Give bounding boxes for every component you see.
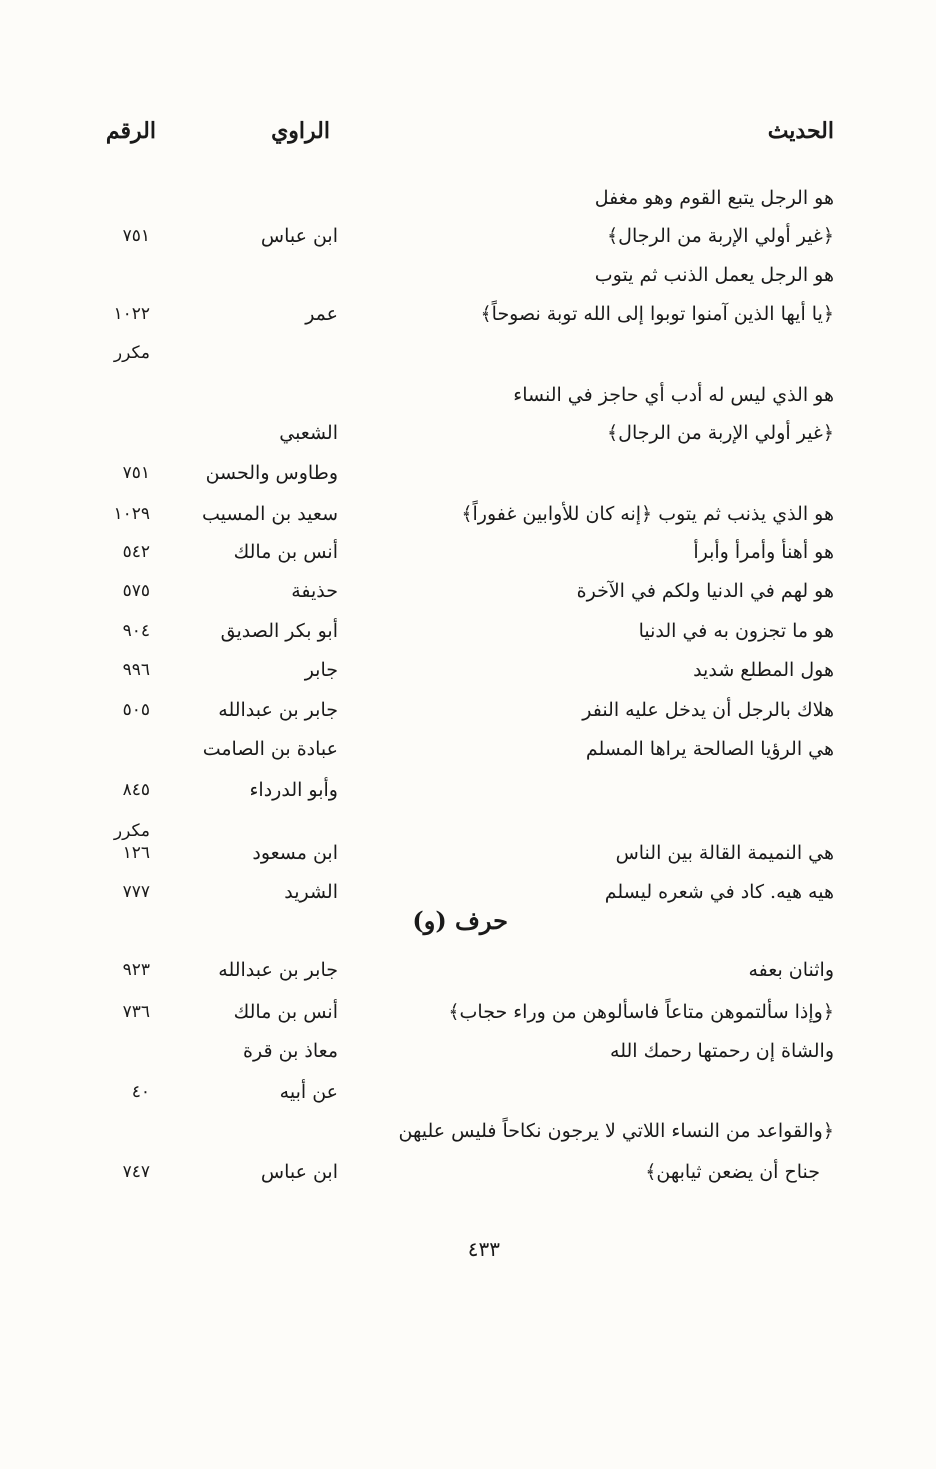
table-row — [0, 336, 936, 370]
narrator: معاذ بن قرة — [243, 1040, 338, 1062]
table-row — [0, 953, 936, 987]
table-row — [0, 836, 936, 870]
hadith-number: ٩٢٣ — [122, 960, 150, 980]
table-row — [0, 535, 936, 569]
hadith-number: ٨٤٥ — [122, 780, 150, 800]
narrator: ابن عباس — [260, 1161, 338, 1183]
table-row — [0, 995, 936, 1029]
hadith-number: ٩٩٦ — [122, 660, 150, 680]
narrator: سعيد بن المسيب — [201, 503, 338, 525]
narrator: جابر بن عبدالله — [218, 699, 338, 721]
narrator: جابر — [304, 659, 338, 681]
hadith-number: ٤٠ — [131, 1082, 150, 1102]
table-row — [0, 574, 936, 608]
table-row — [0, 1114, 936, 1148]
narrator: عبادة بن الصامت — [202, 738, 338, 760]
hadith-number: ٧٤٧ — [122, 1162, 150, 1182]
hadith-number: ٥٠٥ — [122, 700, 150, 720]
hadith-text: هو لهم في الدنيا ولكم في الآخرة — [576, 580, 834, 602]
table-row — [0, 456, 936, 490]
table-row — [0, 693, 936, 727]
section-heading-row — [0, 904, 936, 938]
table-row — [0, 773, 936, 807]
hadith-text: هو أهنأ وأمرأ وأبرأ — [693, 541, 834, 563]
repeated-marker: مكرر — [113, 821, 150, 841]
table-row — [0, 732, 936, 766]
hadith-number: ٥٧٥ — [122, 581, 150, 601]
table-row — [0, 219, 936, 253]
column-headers — [0, 114, 936, 148]
hadith-number: ٥٤٢ — [122, 542, 150, 562]
page-number: ٤٣٣ — [467, 1237, 500, 1261]
table-row — [0, 416, 936, 450]
narrator: ابن مسعود — [252, 842, 338, 864]
header-number: الرقم — [105, 118, 156, 144]
hadith-text: هي النميمة القالة بين الناس — [615, 842, 834, 864]
table-row — [0, 1034, 936, 1068]
hadith-text: هلاك بالرجل أن يدخل عليه النفر — [582, 699, 834, 721]
hadith-text: ﴿يا أيها الذين آمنوا توبوا إلى الله توبة نصوحاً﴾ — [480, 303, 834, 325]
hadith-text: والشاة إن رحمتها رحمك الله — [610, 1040, 834, 1062]
header-hadith: الحديث — [767, 118, 834, 144]
hadith-text: هو الرجل يتبع القوم وهو مغفل — [594, 187, 834, 209]
hadith-text: هي الرؤيا الصالحة يراها المسلم — [585, 738, 834, 760]
hadith-number: ١٠٢٢ — [113, 304, 150, 324]
table-row — [0, 497, 936, 531]
hadith-number: ٧٧٧ — [122, 882, 150, 902]
narrator: الشريد — [284, 881, 338, 903]
hadith-text: ﴿والقواعد من النساء اللاتي لا يرجون نكاحاً فليس عليهن — [398, 1120, 834, 1142]
hadith-text: جناح أن يضعن ثيابهن﴾ — [645, 1161, 820, 1183]
narrator: ابن عباس — [260, 225, 338, 247]
narrator: جابر بن عبدالله — [218, 959, 338, 981]
hadith-text: هو الرجل يعمل الذنب ثم يتوب — [594, 264, 834, 286]
hadith-number: ١٢٦ — [122, 843, 150, 863]
table-row — [0, 1075, 936, 1109]
narrator: عمر — [305, 303, 338, 325]
table-row — [0, 258, 936, 292]
table-row — [0, 614, 936, 648]
narrator: أنس بن مالك — [233, 541, 338, 563]
page-number-row — [0, 1232, 936, 1266]
repeated-marker: مكرر — [113, 343, 150, 363]
narrator: وأبو الدرداء — [249, 779, 338, 801]
narrator: أنس بن مالك — [233, 1001, 338, 1023]
hadith-text: هيه هيه. كاد في شعره ليسلم — [604, 881, 834, 903]
table-row — [0, 378, 936, 412]
hadith-number: ١٠٢٩ — [113, 504, 150, 524]
header-narrator: الراوي — [271, 118, 330, 144]
table-row — [0, 181, 936, 215]
narrator: حذيفة — [291, 580, 338, 602]
hadith-text: هول المطلع شديد — [693, 659, 834, 681]
hadith-number: ٧٥١ — [122, 463, 150, 483]
hadith-text: هو الذي يذنب ثم يتوب ﴿إنه كان للأوابين غفوراً﴾ — [461, 503, 834, 525]
narrator: الشعبي — [279, 422, 338, 444]
hadith-text: ﴿وإذا سألتموهن متاعاً فاسألوهن من وراء حجاب﴾ — [448, 1001, 834, 1023]
section-heading: حرف (و) — [412, 906, 508, 935]
table-row — [0, 1155, 936, 1189]
narrator: وطاوس والحسن — [205, 462, 338, 484]
hadith-text: هو الذي ليس له أدب أي حاجز في النساء — [513, 384, 834, 406]
hadith-text: ﴿غير أولي الإربة من الرجال﴾ — [607, 422, 834, 444]
hadith-text: ﴿غير أولي الإربة من الرجال﴾ — [607, 225, 834, 247]
table-row — [0, 653, 936, 687]
hadith-text: واثنان بعفه — [748, 959, 834, 981]
hadith-number: ٧٥١ — [122, 226, 150, 246]
hadith-text: هو ما تجزون به في الدنيا — [638, 620, 834, 642]
hadith-number: ٩٠٤ — [122, 621, 150, 641]
table-row — [0, 297, 936, 331]
narrator: عن أبيه — [279, 1081, 338, 1103]
narrator: أبو بكر الصديق — [220, 620, 338, 642]
hadith-number: ٧٣٦ — [122, 1002, 150, 1022]
